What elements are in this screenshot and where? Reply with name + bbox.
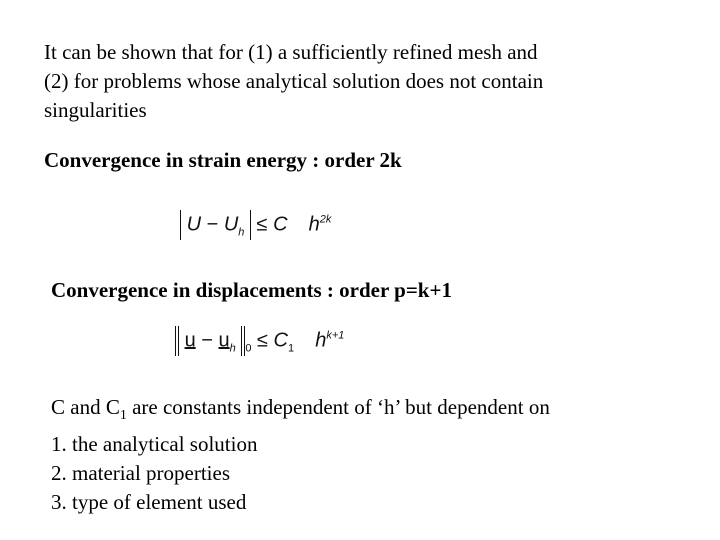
exponent: 2k	[319, 213, 332, 226]
const-C: C	[273, 213, 288, 236]
notes-prefix: C and C	[51, 395, 120, 419]
intro-paragraph	[44, 38, 684, 125]
var-h: h	[308, 213, 320, 236]
const-C1: C	[273, 329, 288, 352]
norm-bar-left	[175, 326, 179, 356]
var-Uh: U	[223, 213, 239, 236]
var-uh: u	[218, 329, 230, 352]
abs-bar-right	[250, 210, 251, 240]
leq-sign: ≤	[257, 329, 268, 352]
list-item: 3. type of element used	[51, 490, 247, 515]
strain-energy-equation	[180, 210, 331, 242]
list-item: 2. material properties	[51, 461, 231, 486]
var-u: u	[184, 329, 196, 352]
list-item: 1. the analytical solution	[51, 432, 258, 457]
abs-bar-left	[180, 210, 181, 240]
var-h: h	[315, 329, 327, 352]
intro-line: singularities	[44, 98, 147, 122]
minus-sign: −	[201, 329, 213, 352]
strain-energy-heading: Convergence in strain energy : order 2k	[44, 148, 402, 172]
minus-sign: −	[206, 213, 219, 236]
norm-subscript: 0	[245, 342, 252, 355]
displacement-heading: Convergence in displacements : order p=k+1	[51, 278, 452, 302]
notes-block	[51, 393, 550, 517]
subscript-h: h	[238, 226, 245, 239]
displacement-equation	[175, 326, 344, 358]
leq-sign: ≤	[256, 213, 268, 236]
subscript-h: h	[229, 342, 236, 355]
intro-line: (2) for problems whose analytical solution does not contain	[44, 69, 544, 93]
intro-line: It can be shown that for (1) a sufficiently refined mesh and	[44, 40, 538, 64]
const-subscript: 1	[288, 342, 295, 355]
notes-line-1	[51, 393, 550, 430]
var-U: U	[186, 213, 202, 236]
notes-suffix: are constants independent of ‘h’ but dependent on	[126, 395, 550, 419]
exponent: k+1	[326, 329, 345, 342]
notes-subscript: 1	[119, 408, 127, 424]
